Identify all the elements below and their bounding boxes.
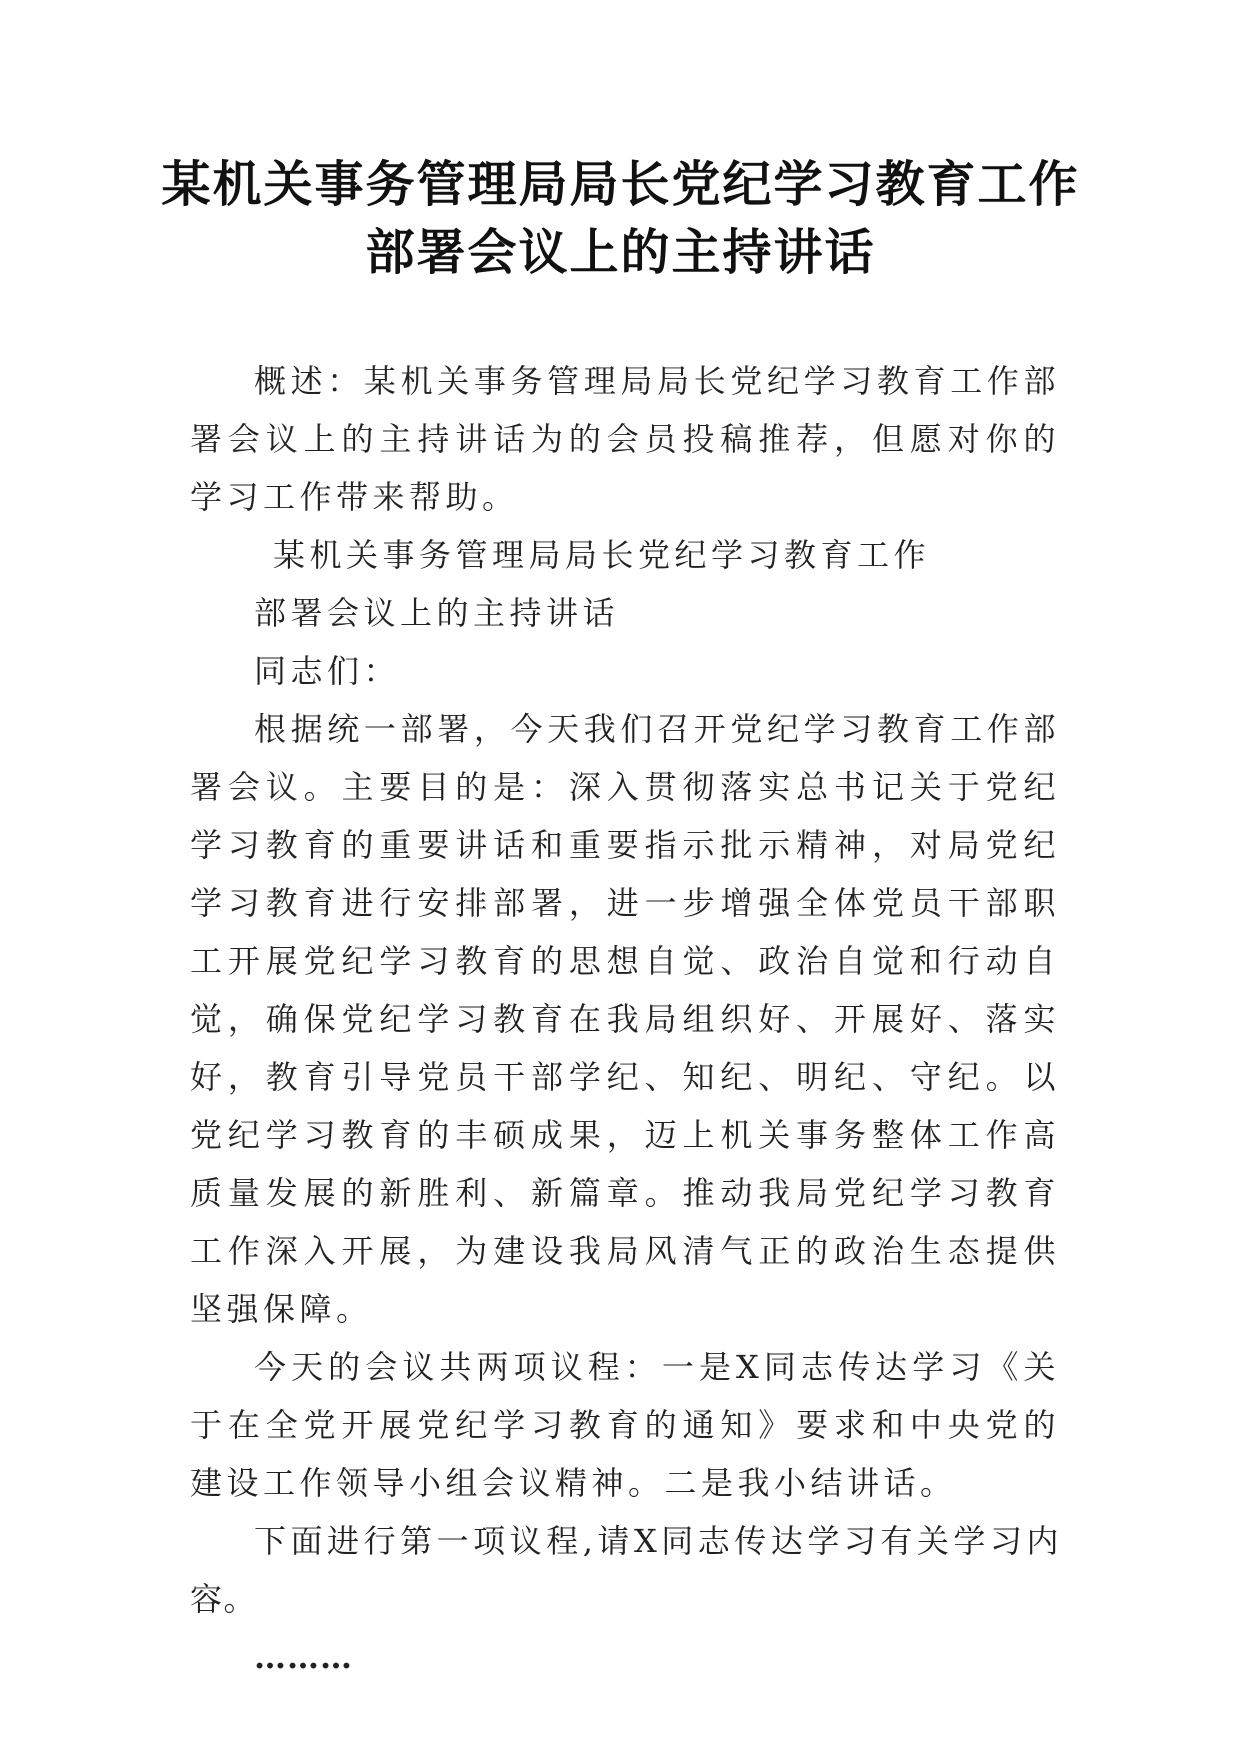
subtitle-line-1: 某机关事务管理局局长党纪学习教育工作 [273,536,931,574]
title-line-2: 部署会议上的主持讲话 [365,223,876,281]
body-paragraph-purpose: 根据统一部署，今天我们召开党纪学习教育工作部署会议。主要目的是：深入贯彻落实总书记关于党纪学习教育的重要讲话和重要指示批示精神，对局党纪学习教育进行安排部署，进一步增强全体党员干部职工开展党纪学习教育的思想自觉、政治自觉和行动自觉，确保党纪学习教育在我局组织好、开展好、落实好，教育引导党员干部学纪、知纪、明纪、守纪。以党纪学习教育的丰硕成果，迈上机关事务整体工作高质量发展的新胜利、新篇章。推动我局党纪学习教育工作深入开展，为建设我局风清气正的政治生态提供坚强保障。 [190,710,1060,1328]
salutation: 同志们： [254,652,401,690]
body-paragraph-agenda: 今天的会议共两项议程：一是X同志传达学习《关于在全党开展党纪学习教育的通知》要求和中央党的建设工作领导小组会议精神。二是我小结讲话。 [190,1348,1060,1502]
document-body [190,352,1060,1686]
document-title [120,150,1121,286]
ellipsis-line: ……… [254,1638,353,1676]
body-paragraph-first-item: 下面进行第一项议程,请X同志传达学习有关学习内容。 [190,1522,1060,1618]
title-line-1: 某机关事务管理局局长党纪学习教育工作 [161,155,1080,213]
summary-paragraph: 概述：某机关事务管理局局长党纪学习教育工作部署会议上的主持讲话为的会员投稿推荐，但愿对你的学习工作带来帮助。 [190,362,1060,516]
subtitle-line-2: 部署会议上的主持讲话 [254,594,620,632]
